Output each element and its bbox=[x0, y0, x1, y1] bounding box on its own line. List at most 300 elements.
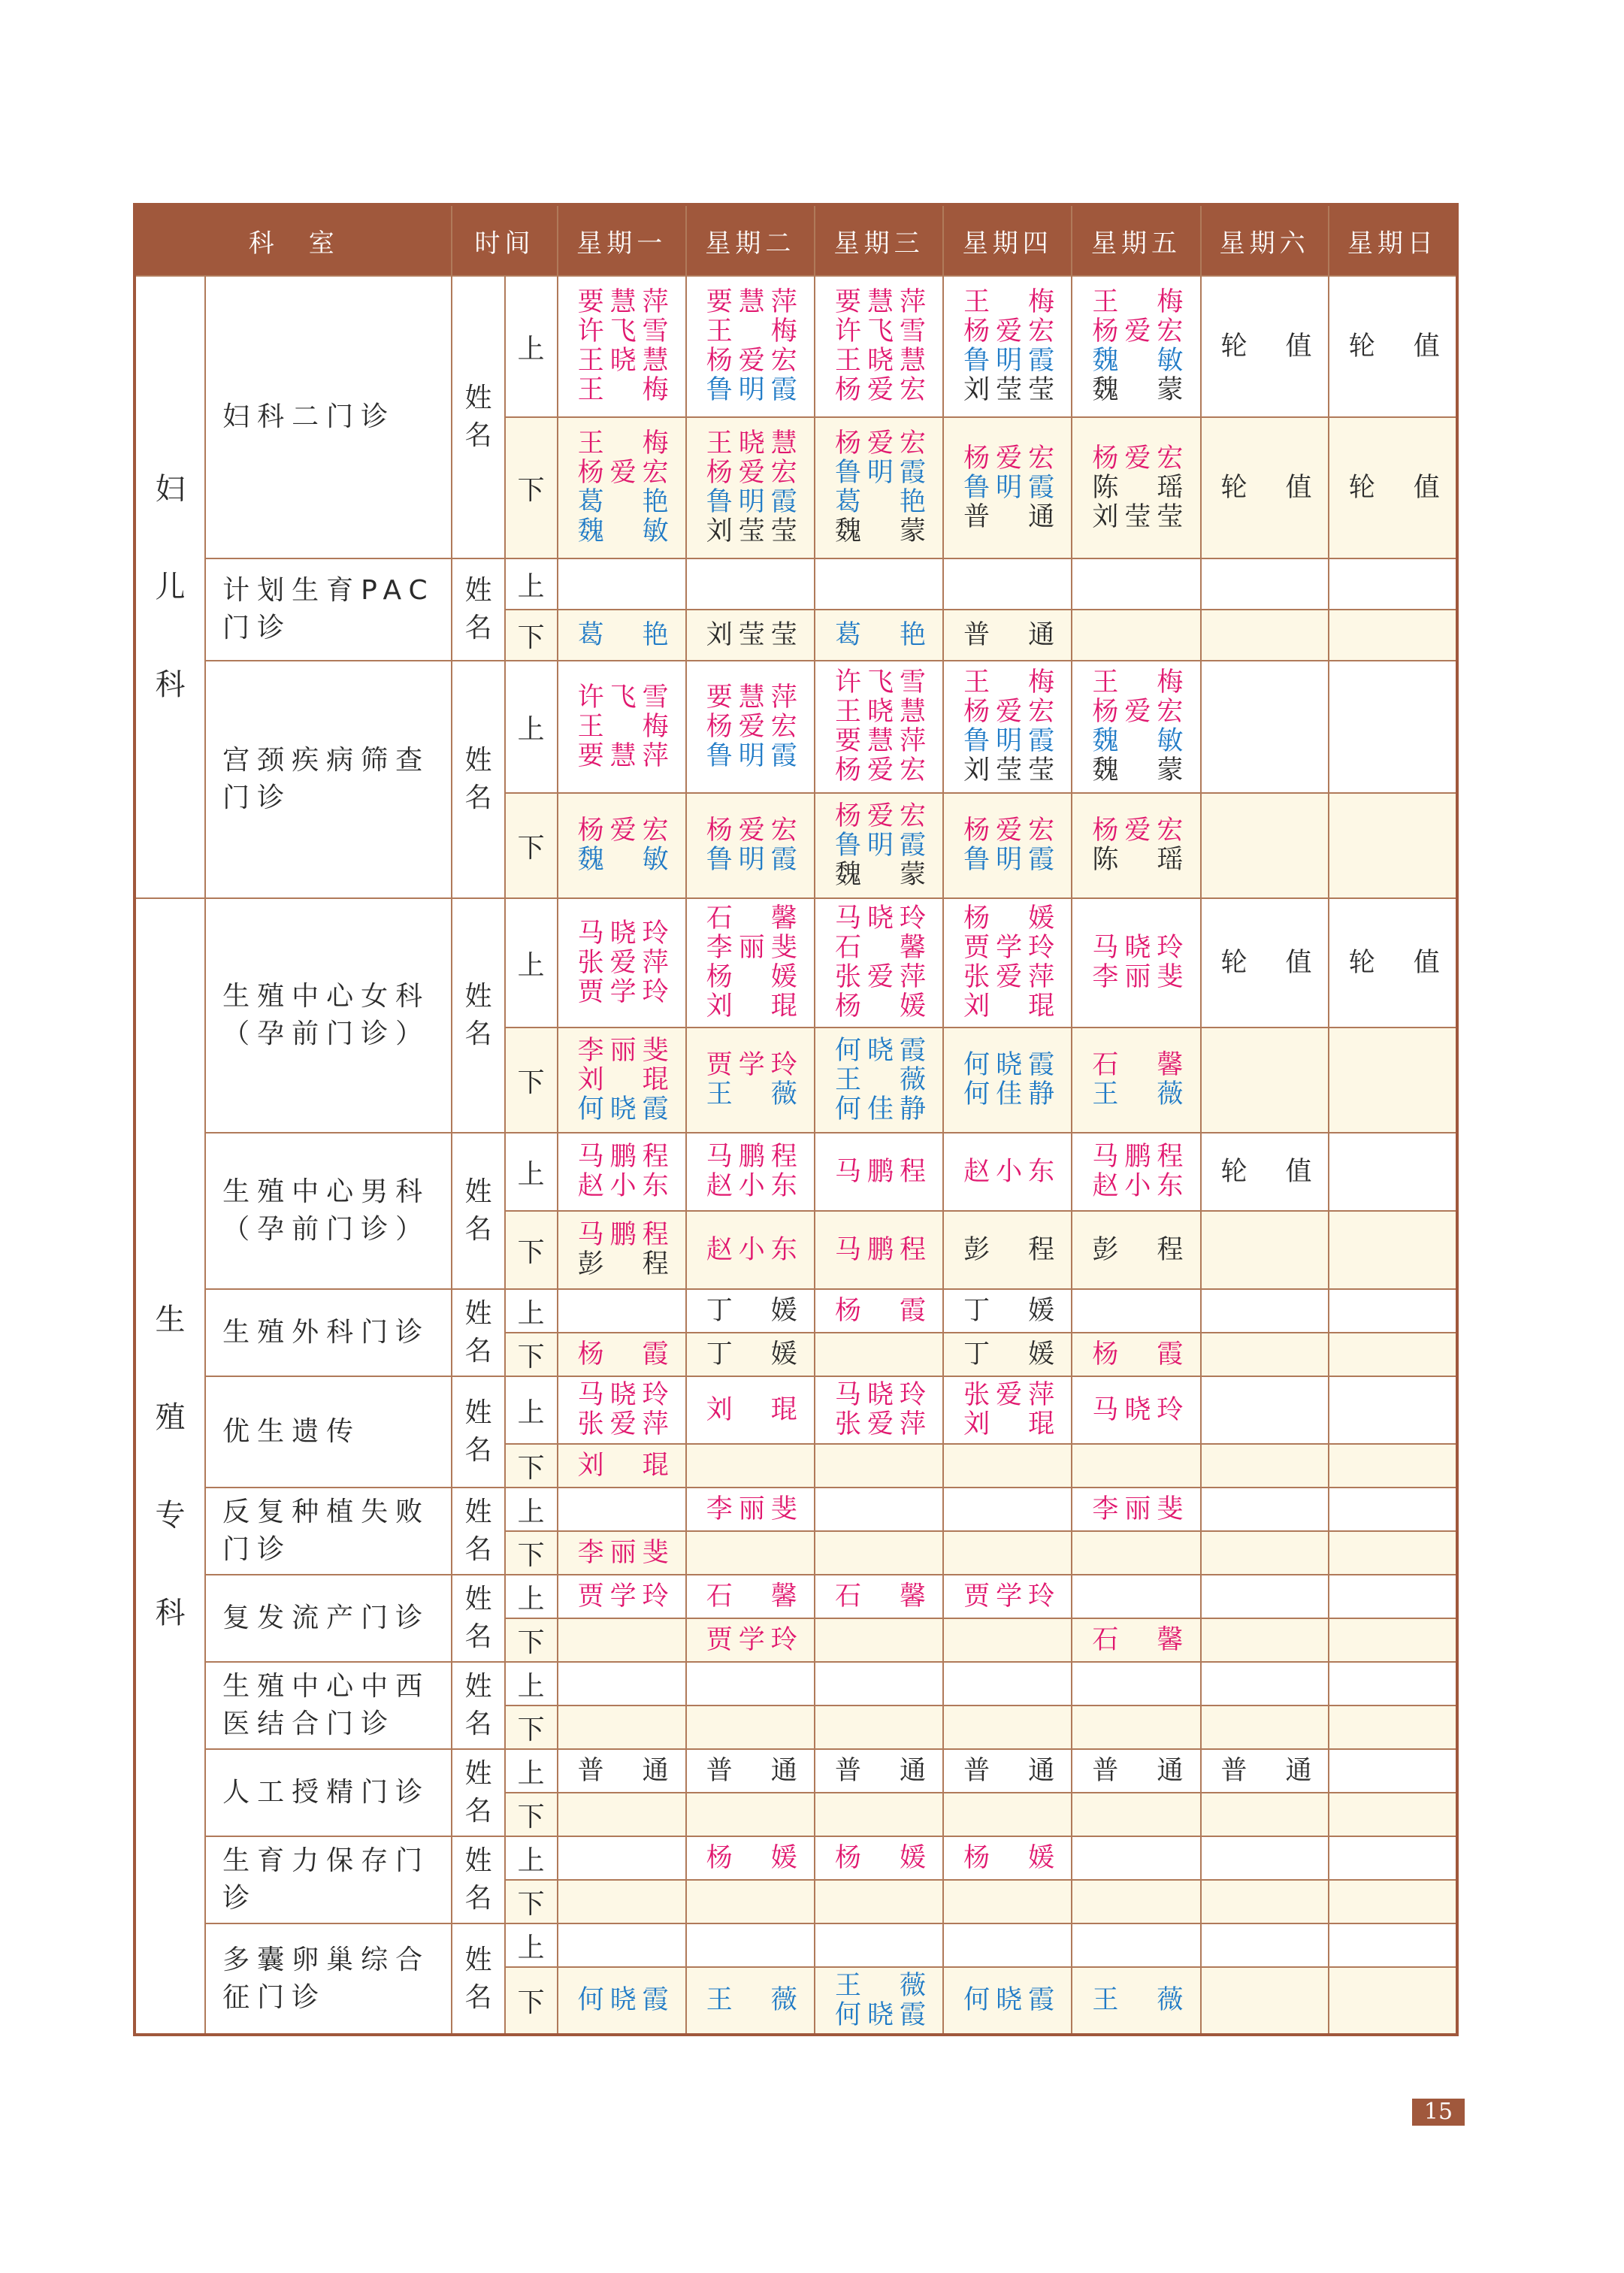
schedule-cell bbox=[943, 1028, 1072, 1133]
department-label: 生 殖 专 科 bbox=[135, 898, 205, 2035]
name-label: 姓 名 bbox=[452, 898, 504, 1133]
doctor-name: 马鹏程 bbox=[834, 1234, 932, 1265]
doctor-name: 刘 琨 bbox=[963, 1409, 1061, 1439]
doctor-name: 刘 琨 bbox=[706, 1394, 803, 1425]
schedule-cell bbox=[686, 1618, 815, 1662]
doctor-name: 杨爱宏 bbox=[1092, 697, 1190, 727]
schedule-cell bbox=[558, 1749, 686, 1793]
schedule-cell bbox=[1329, 1618, 1457, 1662]
doctor-name: 王晓慧 bbox=[834, 346, 932, 376]
header-thursday: 星期四 bbox=[943, 204, 1072, 276]
schedule-cell bbox=[686, 898, 815, 1028]
schedule-cell bbox=[815, 1923, 943, 1967]
schedule-cell bbox=[686, 1880, 815, 1923]
doctor-name: 贾学玲 bbox=[963, 1581, 1061, 1612]
doctor-name: 杨爱宏 bbox=[834, 428, 932, 459]
schedule-cell bbox=[1329, 1880, 1457, 1923]
department-label: 妇 儿 科 bbox=[135, 276, 205, 898]
clinic-name: 多囊卵巢综合征门诊 bbox=[205, 1923, 452, 2035]
schedule-row bbox=[135, 1836, 1457, 1880]
doctor-name: 李丽斐 bbox=[577, 1537, 675, 1568]
doctor-name: 贾学玲 bbox=[706, 1624, 803, 1655]
schedule-cell bbox=[943, 1575, 1072, 1618]
doctor-name: 何佳静 bbox=[834, 1094, 932, 1124]
schedule-cell bbox=[1329, 1706, 1457, 1749]
doctor-name: 杨 媛 bbox=[963, 903, 1061, 934]
clinic-name: 人工授精门诊 bbox=[205, 1749, 452, 1836]
schedule-cell bbox=[686, 1575, 815, 1618]
schedule-row bbox=[135, 1133, 1457, 1211]
schedule-cell bbox=[1329, 1028, 1457, 1133]
schedule-cell bbox=[558, 1880, 686, 1923]
doctor-name: 马晓玲 bbox=[834, 903, 932, 934]
schedule-cell bbox=[815, 558, 943, 610]
schedule-cell bbox=[1329, 1662, 1457, 1706]
doctor-name: 要慧萍 bbox=[577, 740, 675, 771]
doctor-name: 杨爱宏 bbox=[1092, 316, 1190, 347]
morning-label: 上 bbox=[505, 1133, 558, 1211]
header-tuesday: 星期二 bbox=[686, 204, 815, 276]
schedule-cell bbox=[815, 1289, 943, 1333]
doctor-name: 杨爱宏 bbox=[577, 816, 675, 846]
doctor-name: 王 薇 bbox=[706, 1985, 803, 2015]
schedule-cell bbox=[686, 1706, 815, 1749]
afternoon-label: 下 bbox=[505, 1967, 558, 2035]
schedule-cell bbox=[815, 1706, 943, 1749]
schedule-cell bbox=[1329, 558, 1457, 610]
doctor-name: 刘莹莹 bbox=[963, 375, 1061, 405]
name-label: 姓 名 bbox=[452, 1289, 504, 1376]
doctor-name: 刘莹莹 bbox=[706, 516, 803, 546]
doctor-name: 魏 蒙 bbox=[834, 859, 932, 890]
schedule-cell bbox=[815, 1444, 943, 1488]
doctor-name: 丁 媛 bbox=[963, 1295, 1061, 1326]
header-saturday: 星期六 bbox=[1201, 204, 1329, 276]
schedule-cell bbox=[1072, 417, 1200, 558]
doctor-name: 彭 程 bbox=[1092, 1234, 1190, 1265]
schedule-cell bbox=[686, 1333, 815, 1376]
schedule-cell bbox=[815, 1211, 943, 1289]
doctor-name: 轮 值 bbox=[1348, 331, 1446, 362]
schedule-cell bbox=[558, 1028, 686, 1133]
schedule-cell bbox=[943, 1793, 1072, 1836]
doctor-name: 张爱萍 bbox=[577, 1409, 675, 1439]
morning-label: 上 bbox=[505, 1662, 558, 1706]
doctor-name: 赵小东 bbox=[577, 1171, 675, 1201]
schedule-cell bbox=[1072, 1575, 1200, 1618]
clinic-name: 计划生育PAC门诊 bbox=[205, 558, 452, 661]
schedule-cell bbox=[558, 558, 686, 610]
schedule-cell bbox=[686, 661, 815, 793]
doctor-name: 要慧萍 bbox=[577, 287, 675, 317]
doctor-name: 普 通 bbox=[577, 1755, 675, 1786]
name-label: 姓 名 bbox=[452, 558, 504, 661]
name-label: 姓 名 bbox=[452, 661, 504, 898]
doctor-name: 要慧萍 bbox=[834, 726, 932, 756]
schedule-cell bbox=[558, 1289, 686, 1333]
doctor-name: 李丽斐 bbox=[706, 1494, 803, 1524]
schedule-cell bbox=[1329, 1376, 1457, 1444]
morning-label: 上 bbox=[505, 276, 558, 417]
schedule-cell bbox=[1329, 1211, 1457, 1289]
schedule-cell bbox=[1072, 793, 1200, 898]
afternoon-label: 下 bbox=[505, 1444, 558, 1488]
schedule-cell bbox=[943, 793, 1072, 898]
doctor-name: 轮 值 bbox=[1220, 472, 1318, 503]
doctor-name: 贾学玲 bbox=[963, 933, 1061, 963]
doctor-name: 赵小东 bbox=[1092, 1171, 1190, 1201]
schedule-cell bbox=[943, 1211, 1072, 1289]
schedule-cell bbox=[1072, 1211, 1200, 1289]
schedule-cell bbox=[815, 1967, 943, 2035]
schedule-cell bbox=[1072, 1706, 1200, 1749]
schedule-cell bbox=[943, 1749, 1072, 1793]
doctor-name: 王 薇 bbox=[1092, 1079, 1190, 1109]
doctor-name: 刘 琨 bbox=[577, 1450, 675, 1481]
doctor-name: 要慧萍 bbox=[834, 287, 932, 317]
schedule-cell bbox=[558, 1575, 686, 1618]
doctor-name: 王 薇 bbox=[1092, 1985, 1190, 2015]
doctor-name: 赵小东 bbox=[706, 1171, 803, 1201]
doctor-name: 魏 敏 bbox=[577, 845, 675, 875]
schedule-cell bbox=[1072, 1289, 1200, 1333]
schedule-cell bbox=[1072, 1133, 1200, 1211]
schedule-cell bbox=[815, 1836, 943, 1880]
schedule-cell bbox=[943, 1488, 1072, 1531]
doctor-name: 魏 敏 bbox=[1092, 726, 1190, 756]
schedule-cell bbox=[1201, 1967, 1329, 2035]
doctor-name: 贾学玲 bbox=[577, 976, 675, 1007]
clinic-name: 生育力保存门诊 bbox=[205, 1836, 452, 1923]
schedule-cell bbox=[943, 1531, 1072, 1575]
schedule-cell bbox=[1329, 610, 1457, 661]
schedule-cell bbox=[558, 1133, 686, 1211]
doctor-name: 杨 霞 bbox=[1092, 1339, 1190, 1370]
schedule-cell bbox=[1201, 1880, 1329, 1923]
schedule-cell bbox=[1329, 1133, 1457, 1211]
schedule-cell bbox=[943, 1706, 1072, 1749]
afternoon-label: 下 bbox=[505, 1531, 558, 1575]
doctor-name: 赵小东 bbox=[706, 1234, 803, 1265]
header-time: 时间 bbox=[452, 204, 557, 276]
doctor-name: 普 通 bbox=[963, 501, 1061, 532]
schedule-cell bbox=[815, 1531, 943, 1575]
doctor-name: 李丽斐 bbox=[577, 1035, 675, 1066]
doctor-name: 杨爱宏 bbox=[834, 375, 932, 405]
doctor-name: 李丽斐 bbox=[1092, 962, 1190, 992]
doctor-name: 刘 琨 bbox=[963, 991, 1061, 1021]
header-wednesday: 星期三 bbox=[815, 204, 943, 276]
doctor-name: 马晓玲 bbox=[1092, 933, 1190, 963]
schedule-cell bbox=[686, 558, 815, 610]
schedule-cell bbox=[558, 1333, 686, 1376]
schedule-cell bbox=[558, 1531, 686, 1575]
schedule-cell bbox=[686, 1444, 815, 1488]
doctor-name: 陈 瑶 bbox=[1092, 845, 1190, 875]
afternoon-label: 下 bbox=[505, 1211, 558, 1289]
schedule-cell bbox=[1201, 1333, 1329, 1376]
schedule-cell bbox=[1201, 1836, 1329, 1880]
doctor-name: 贾学玲 bbox=[577, 1581, 675, 1612]
afternoon-label: 下 bbox=[505, 1028, 558, 1133]
doctor-name: 石 馨 bbox=[706, 903, 803, 934]
schedule-cell bbox=[815, 1333, 943, 1376]
morning-label: 上 bbox=[505, 1289, 558, 1333]
schedule-cell bbox=[1201, 1211, 1329, 1289]
clinic-name: 生殖中心女科（孕前门诊） bbox=[205, 898, 452, 1133]
schedule-cell bbox=[1072, 661, 1200, 793]
schedule-cell bbox=[815, 1133, 943, 1211]
clinic-name: 妇科二门诊 bbox=[205, 276, 452, 558]
schedule-cell bbox=[1201, 610, 1329, 661]
doctor-name: 杨 媛 bbox=[834, 1842, 932, 1873]
clinic-name: 宫颈疾病筛查门诊 bbox=[205, 661, 452, 898]
doctor-name: 轮 值 bbox=[1220, 331, 1318, 362]
name-label: 姓 名 bbox=[452, 1662, 504, 1749]
schedule-cell bbox=[1072, 898, 1200, 1028]
doctor-name: 王 梅 bbox=[577, 711, 675, 742]
doctor-name: 陈 瑶 bbox=[1092, 472, 1190, 503]
schedule-cell bbox=[1072, 1376, 1200, 1444]
schedule-cell bbox=[686, 1793, 815, 1836]
doctor-name: 杨 霞 bbox=[834, 1295, 932, 1326]
schedule-cell bbox=[1201, 1749, 1329, 1793]
schedule-cell bbox=[1072, 1488, 1200, 1531]
morning-label: 上 bbox=[505, 898, 558, 1028]
schedule-cell bbox=[1201, 276, 1329, 417]
schedule-cell bbox=[1072, 1618, 1200, 1662]
schedule-cell bbox=[815, 1749, 943, 1793]
schedule-cell bbox=[1329, 417, 1457, 558]
schedule-cell bbox=[686, 610, 815, 661]
header-monday: 星期一 bbox=[558, 204, 686, 276]
schedule-cell bbox=[558, 1836, 686, 1880]
doctor-name: 杨爱宏 bbox=[706, 711, 803, 742]
doctor-name: 魏 蒙 bbox=[1092, 375, 1190, 405]
schedule-cell bbox=[943, 1880, 1072, 1923]
doctor-name: 要慧萍 bbox=[706, 287, 803, 317]
schedule-cell bbox=[1201, 1618, 1329, 1662]
header-dept: 科 室 bbox=[135, 204, 452, 276]
schedule-cell bbox=[686, 1376, 815, 1444]
doctor-name: 马鹏程 bbox=[706, 1142, 803, 1172]
schedule-cell bbox=[558, 1793, 686, 1836]
schedule-cell bbox=[1201, 1028, 1329, 1133]
schedule-cell bbox=[1329, 1444, 1457, 1488]
schedule-cell bbox=[686, 1133, 815, 1211]
schedule-cell bbox=[558, 417, 686, 558]
morning-label: 上 bbox=[505, 661, 558, 793]
doctor-name: 刘莹莹 bbox=[963, 755, 1061, 785]
afternoon-label: 下 bbox=[505, 610, 558, 661]
doctor-name: 马鹏程 bbox=[834, 1156, 932, 1187]
schedule-cell bbox=[1329, 1793, 1457, 1836]
schedule-cell bbox=[1201, 1289, 1329, 1333]
schedule-row bbox=[135, 1289, 1457, 1333]
schedule-row bbox=[135, 558, 1457, 610]
clinic-name: 优生遗传 bbox=[205, 1376, 452, 1488]
schedule-cell bbox=[1329, 1333, 1457, 1376]
schedule-cell bbox=[815, 1575, 943, 1618]
doctor-name: 杨 霞 bbox=[577, 1339, 675, 1370]
doctor-name: 许飞雪 bbox=[834, 316, 932, 347]
schedule-row bbox=[135, 1488, 1457, 1531]
morning-label: 上 bbox=[505, 1749, 558, 1793]
doctor-name: 杨爱宏 bbox=[963, 816, 1061, 846]
doctor-name: 魏 蒙 bbox=[834, 516, 932, 546]
afternoon-label: 下 bbox=[505, 1618, 558, 1662]
doctor-name: 马晓玲 bbox=[1092, 1394, 1190, 1425]
name-label: 姓 名 bbox=[452, 1836, 504, 1923]
schedule-cell bbox=[1072, 1444, 1200, 1488]
doctor-name: 魏 敏 bbox=[1092, 346, 1190, 376]
doctor-name: 轮 值 bbox=[1348, 947, 1446, 978]
doctor-name: 葛 艳 bbox=[834, 487, 932, 517]
doctor-name: 王晓慧 bbox=[577, 346, 675, 376]
doctor-name: 王 薇 bbox=[834, 1970, 932, 2001]
doctor-name: 杨 媛 bbox=[706, 1842, 803, 1873]
schedule-cell bbox=[815, 1793, 943, 1836]
page-number: 15 bbox=[1412, 2099, 1465, 2126]
schedule-cell bbox=[686, 793, 815, 898]
name-label: 姓 名 bbox=[452, 1575, 504, 1662]
schedule-cell bbox=[943, 661, 1072, 793]
schedule-row bbox=[135, 276, 1457, 417]
doctor-name: 何晓霞 bbox=[963, 1050, 1061, 1080]
morning-label: 上 bbox=[505, 1836, 558, 1880]
doctor-name: 石 馨 bbox=[834, 1581, 932, 1612]
doctor-name: 杨爱宏 bbox=[834, 755, 932, 785]
schedule-cell bbox=[558, 1662, 686, 1706]
schedule-cell bbox=[558, 1444, 686, 1488]
schedule-cell bbox=[1201, 1923, 1329, 1967]
schedule-cell bbox=[943, 1289, 1072, 1333]
schedule-cell bbox=[1201, 417, 1329, 558]
doctor-name: 王 薇 bbox=[706, 1079, 803, 1109]
doctor-name: 赵小东 bbox=[963, 1156, 1061, 1187]
schedule-cell bbox=[686, 1531, 815, 1575]
afternoon-label: 下 bbox=[505, 1706, 558, 1749]
doctor-name: 刘 琨 bbox=[577, 1064, 675, 1095]
schedule-cell bbox=[943, 610, 1072, 661]
doctor-name: 轮 值 bbox=[1348, 472, 1446, 503]
doctor-name: 王 薇 bbox=[834, 1064, 932, 1095]
schedule-cell bbox=[943, 898, 1072, 1028]
schedule-cell bbox=[815, 661, 943, 793]
morning-label: 上 bbox=[505, 1575, 558, 1618]
doctor-name: 张爱萍 bbox=[963, 962, 1061, 992]
doctor-name: 何佳静 bbox=[963, 1079, 1061, 1109]
doctor-name: 石 馨 bbox=[1092, 1050, 1190, 1080]
doctor-name: 李丽斐 bbox=[706, 933, 803, 963]
schedule-cell bbox=[1201, 1488, 1329, 1531]
doctor-name: 张爱萍 bbox=[834, 962, 932, 992]
schedule-body bbox=[135, 276, 1457, 2035]
schedule-row bbox=[135, 1749, 1457, 1793]
schedule-cell bbox=[1329, 661, 1457, 793]
morning-label: 上 bbox=[505, 1488, 558, 1531]
schedule-cell bbox=[1072, 1923, 1200, 1967]
schedule-cell bbox=[1201, 661, 1329, 793]
schedule-cell bbox=[1201, 558, 1329, 610]
doctor-name: 杨爱宏 bbox=[706, 458, 803, 488]
schedule-cell bbox=[686, 417, 815, 558]
schedule-cell bbox=[943, 1836, 1072, 1880]
schedule-cell bbox=[815, 1662, 943, 1706]
doctor-name: 李丽斐 bbox=[1092, 1494, 1190, 1524]
doctor-name: 王 梅 bbox=[1092, 287, 1190, 317]
clinic-name: 生殖中心男科（孕前门诊） bbox=[205, 1133, 452, 1289]
afternoon-label: 下 bbox=[505, 793, 558, 898]
schedule-cell bbox=[943, 417, 1072, 558]
doctor-name: 普 通 bbox=[1220, 1755, 1318, 1786]
doctor-name: 杨爱宏 bbox=[1092, 816, 1190, 846]
morning-label: 上 bbox=[505, 1376, 558, 1444]
name-label: 姓 名 bbox=[452, 276, 504, 558]
schedule-cell bbox=[1201, 1793, 1329, 1836]
schedule-cell bbox=[1329, 1967, 1457, 2035]
doctor-name: 杨爱宏 bbox=[577, 458, 675, 488]
doctor-name: 刘莹莹 bbox=[706, 619, 803, 650]
doctor-name: 何晓霞 bbox=[834, 1035, 932, 1066]
doctor-name: 马鹏程 bbox=[577, 1142, 675, 1172]
schedule-cell bbox=[1072, 1967, 1200, 2035]
schedule-cell bbox=[943, 1133, 1072, 1211]
schedule-row bbox=[135, 1575, 1457, 1618]
schedule-cell bbox=[1329, 1531, 1457, 1575]
doctor-name: 杨爱宏 bbox=[963, 697, 1061, 727]
doctor-name: 刘 琨 bbox=[706, 991, 803, 1021]
doctor-name: 贾学玲 bbox=[706, 1050, 803, 1080]
doctor-name: 张爱萍 bbox=[834, 1409, 932, 1439]
schedule-cell bbox=[686, 1923, 815, 1967]
schedule-cell bbox=[1201, 1575, 1329, 1618]
name-label: 姓 名 bbox=[452, 1923, 504, 2035]
doctor-name: 鲁明霞 bbox=[706, 487, 803, 517]
doctor-name: 马鹏程 bbox=[1092, 1142, 1190, 1172]
schedule-cell bbox=[943, 1967, 1072, 2035]
schedule-cell bbox=[943, 1618, 1072, 1662]
doctor-name: 何晓霞 bbox=[834, 1999, 932, 2030]
schedule-cell bbox=[815, 1028, 943, 1133]
doctor-name: 丁 媛 bbox=[706, 1295, 803, 1326]
schedule-cell bbox=[686, 1211, 815, 1289]
doctor-name: 鲁明霞 bbox=[706, 740, 803, 771]
schedule-cell bbox=[815, 276, 943, 417]
doctor-name: 何晓霞 bbox=[577, 1094, 675, 1124]
schedule-cell bbox=[1329, 1575, 1457, 1618]
header-row bbox=[135, 204, 1457, 276]
schedule-cell bbox=[558, 1923, 686, 1967]
schedule-cell bbox=[1201, 1531, 1329, 1575]
schedule-cell bbox=[558, 1488, 686, 1531]
doctor-name: 鲁明霞 bbox=[963, 472, 1061, 503]
schedule-cell bbox=[1201, 1376, 1329, 1444]
doctor-name: 王 梅 bbox=[963, 287, 1061, 317]
doctor-name: 杨爱宏 bbox=[706, 816, 803, 846]
doctor-name: 何晓霞 bbox=[963, 1985, 1061, 2015]
schedule-cell bbox=[1329, 793, 1457, 898]
clinic-name: 复发流产门诊 bbox=[205, 1575, 452, 1662]
doctor-name: 鲁明霞 bbox=[963, 726, 1061, 756]
schedule-cell bbox=[1201, 1706, 1329, 1749]
doctor-name: 马晓玲 bbox=[834, 1380, 932, 1410]
schedule-cell bbox=[815, 898, 943, 1028]
doctor-name: 鲁明霞 bbox=[834, 458, 932, 488]
doctor-name: 杨爱宏 bbox=[1092, 443, 1190, 474]
doctor-name: 鲁明霞 bbox=[834, 830, 932, 861]
schedule-cell bbox=[1329, 1923, 1457, 1967]
